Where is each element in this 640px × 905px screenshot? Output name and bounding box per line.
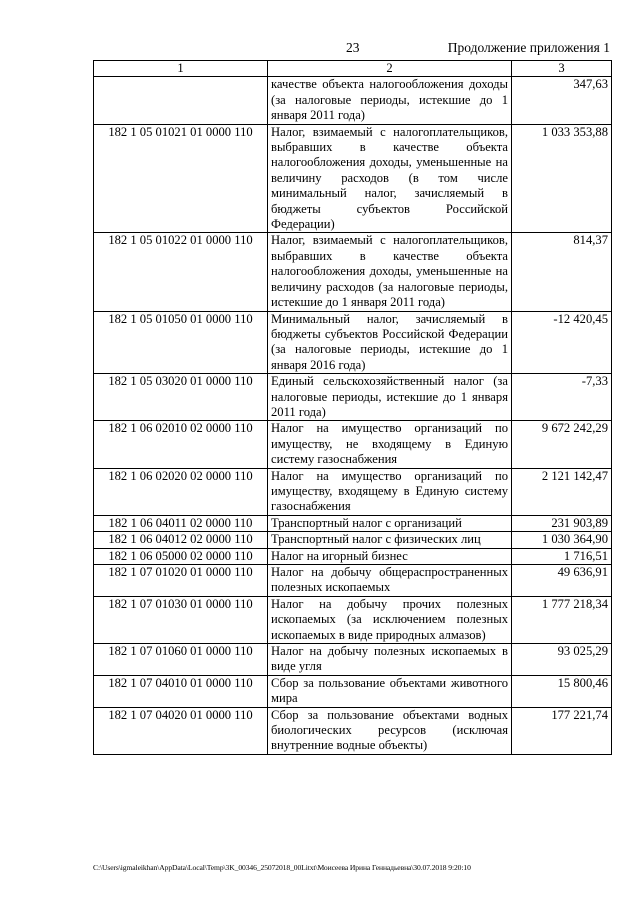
table-row xyxy=(94,374,612,421)
row-code: 182 1 05 03020 01 0000 110 xyxy=(94,374,268,421)
row-description: Минимальный налог, зачисляемый в бюджеты субъектов Российской Федерации (за налоговые периоды, истекшие до 1 января 2016 года) xyxy=(268,311,512,374)
row-amount: -7,33 xyxy=(512,374,612,421)
row-amount: 15 800,46 xyxy=(512,675,612,707)
row-amount: 1 030 364,90 xyxy=(512,532,612,548)
column-header-2: 2 xyxy=(268,61,512,77)
row-description: Транспортный налог с физических лиц xyxy=(268,532,512,548)
table-row xyxy=(94,532,612,548)
row-amount: 1 033 353,88 xyxy=(512,124,612,233)
file-path-footer: C:\Users\igmaleikhan\AppData\Local\Temp\3K_00346_25072018_00Litxt\Моисеева Ирина Геннадьевна\30.07.2018 9:20:10 xyxy=(93,863,471,872)
row-description: Налог на имущество организаций по имуществу, не входящему в Единую систему газоснабжения xyxy=(268,421,512,468)
row-amount: 177 221,74 xyxy=(512,707,612,754)
row-amount: 814,37 xyxy=(512,233,612,311)
row-amount: 9 672 242,29 xyxy=(512,421,612,468)
row-code: 182 1 05 01021 01 0000 110 xyxy=(94,124,268,233)
row-description: Транспортный налог с организаций xyxy=(268,515,512,531)
column-header-3: 3 xyxy=(512,61,612,77)
table-row xyxy=(94,644,612,676)
row-code: 182 1 06 02010 02 0000 110 xyxy=(94,421,268,468)
row-code: 182 1 06 04012 02 0000 110 xyxy=(94,532,268,548)
row-description: качестве объекта налогообложения доходы (за налоговые периоды, истекшие до 1 января 2011 года) xyxy=(268,77,512,124)
table-row xyxy=(94,565,612,597)
page-number: 23 xyxy=(346,40,360,55)
row-code: 182 1 06 04011 02 0000 110 xyxy=(94,515,268,531)
row-code xyxy=(94,77,268,124)
table-row xyxy=(94,707,612,754)
row-amount: 347,63 xyxy=(512,77,612,124)
table-header-row xyxy=(94,61,612,77)
table-row xyxy=(94,596,612,643)
row-description: Сбор за пользование объектами водных биологических ресурсов (исключая внутренние водные объекты) xyxy=(268,707,512,754)
row-amount: 1 716,51 xyxy=(512,548,612,564)
row-description: Налог на имущество организаций по имуществу, входящему в Единую систему газоснабжения xyxy=(268,468,512,515)
table-row xyxy=(94,515,612,531)
table-row xyxy=(94,311,612,374)
row-description: Сбор за пользование объектами животного мира xyxy=(268,675,512,707)
row-amount: 231 903,89 xyxy=(512,515,612,531)
row-amount: 93 025,29 xyxy=(512,644,612,676)
row-code: 182 1 07 01060 01 0000 110 xyxy=(94,644,268,676)
revenue-table xyxy=(93,60,612,755)
row-amount: -12 420,45 xyxy=(512,311,612,374)
column-header-1: 1 xyxy=(94,61,268,77)
row-amount: 1 777 218,34 xyxy=(512,596,612,643)
row-code: 182 1 06 02020 02 0000 110 xyxy=(94,468,268,515)
row-description: Налог на игорный бизнес xyxy=(268,548,512,564)
row-code: 182 1 07 01030 01 0000 110 xyxy=(94,596,268,643)
row-amount: 2 121 142,47 xyxy=(512,468,612,515)
table-row xyxy=(94,77,612,124)
row-description: Налог, взимаемый с налогоплательщиков, выбравших в качестве объекта налогообложения доходы, уменьшенные на величину расходов (в том числе минимальный налог, зачисляемый в бюджеты субъектов Российской Федерации) xyxy=(268,124,512,233)
table-row xyxy=(94,675,612,707)
row-amount: 49 636,91 xyxy=(512,565,612,597)
row-code: 182 1 07 04010 01 0000 110 xyxy=(94,675,268,707)
row-code: 182 1 06 05000 02 0000 110 xyxy=(94,548,268,564)
table-row xyxy=(94,468,612,515)
row-description: Налог на добычу полезных ископаемых в виде угля xyxy=(268,644,512,676)
row-code: 182 1 05 01022 01 0000 110 xyxy=(94,233,268,311)
continuation-title: Продолжение приложения 1 xyxy=(447,40,610,55)
row-description: Налог на добычу общераспространенных полезных ископаемых xyxy=(268,565,512,597)
row-code: 182 1 07 01020 01 0000 110 xyxy=(94,565,268,597)
row-description: Единый сельскохозяйственный налог (за налоговые периоды, истекшие до 1 января 2011 года) xyxy=(268,374,512,421)
table-row xyxy=(94,124,612,233)
table-row xyxy=(94,421,612,468)
row-code: 182 1 05 01050 01 0000 110 xyxy=(94,311,268,374)
table-row xyxy=(94,548,612,564)
row-description: Налог на добычу прочих полезных ископаемых (за исключением полезных ископаемых в виде природных алмазов) xyxy=(268,596,512,643)
row-code: 182 1 07 04020 01 0000 110 xyxy=(94,707,268,754)
row-description: Налог, взимаемый с налогоплательщиков, выбравших в качестве объекта налогообложения доходы, уменьшенные на величину расходов (за налоговые периоды, истекшие до 1 января 2011 года) xyxy=(268,233,512,311)
table-row xyxy=(94,233,612,311)
